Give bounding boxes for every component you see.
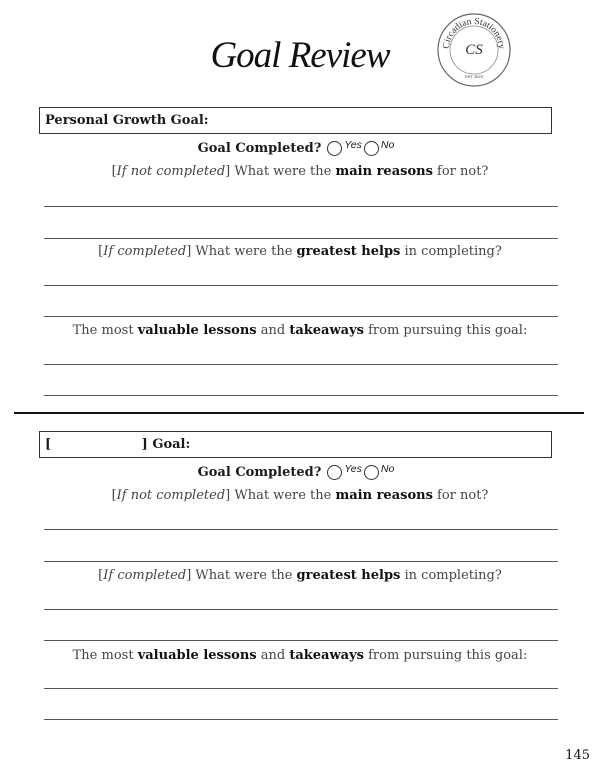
- answer-line[interactable]: [44, 640, 558, 641]
- logo-monogram: CS: [465, 42, 483, 58]
- page-number: 145: [565, 748, 590, 763]
- answer-line[interactable]: [44, 395, 558, 396]
- question-main-reasons: [If not completed] What were the main reasons for not?: [111, 488, 489, 503]
- answer-line[interactable]: [44, 688, 558, 689]
- answer-line[interactable]: [44, 561, 558, 562]
- yes-radio[interactable]: [327, 462, 362, 480]
- answer-line[interactable]: [44, 609, 558, 610]
- page-title: Goal Review: [210, 35, 390, 76]
- circadian-stationery-logo: [436, 12, 512, 88]
- yes-radio[interactable]: [327, 138, 362, 156]
- answer-line[interactable]: [44, 238, 558, 239]
- no-label: No: [380, 462, 395, 475]
- answer-line[interactable]: [44, 529, 558, 530]
- no-label: No: [380, 138, 395, 151]
- yes-label: Yes: [344, 462, 362, 475]
- yes-label: Yes: [344, 138, 362, 151]
- goal-completed-label: Goal Completed?: [197, 141, 322, 156]
- goal-completed-row: [0, 138, 600, 156]
- answer-line[interactable]: [44, 206, 558, 207]
- radio-circle-icon: [364, 465, 379, 480]
- radio-circle-icon: [327, 141, 342, 156]
- no-radio[interactable]: [364, 462, 395, 480]
- question-lessons: The most valuable lessons and takeaways from pursuing this goal:: [72, 648, 528, 663]
- goal-label-field[interactable]: [ ] Goal:: [39, 431, 552, 458]
- goal-completed-label: Goal Completed?: [197, 465, 322, 480]
- no-radio[interactable]: [364, 138, 395, 156]
- logo-arc-text: Circadian Stationery: [441, 16, 507, 50]
- question-main-reasons: [If not completed] What were the main reasons for not?: [111, 164, 489, 179]
- radio-circle-icon: [327, 465, 342, 480]
- question-lessons: The most valuable lessons and takeaways from pursuing this goal:: [72, 323, 528, 338]
- goal-label-field[interactable]: Personal Growth Goal:: [39, 107, 552, 134]
- question-greatest-helps: [If completed] What were the greatest helps in completing?: [98, 568, 502, 583]
- radio-circle-icon: [364, 141, 379, 156]
- logo-est: EST 2023: [465, 74, 483, 79]
- answer-line[interactable]: [44, 364, 558, 365]
- answer-line[interactable]: [44, 316, 558, 317]
- goal-completed-row: [0, 462, 600, 480]
- section-divider: [14, 412, 584, 414]
- answer-line[interactable]: [44, 285, 558, 286]
- answer-line[interactable]: [44, 719, 558, 720]
- question-greatest-helps: [If completed] What were the greatest helps in completing?: [98, 244, 502, 259]
